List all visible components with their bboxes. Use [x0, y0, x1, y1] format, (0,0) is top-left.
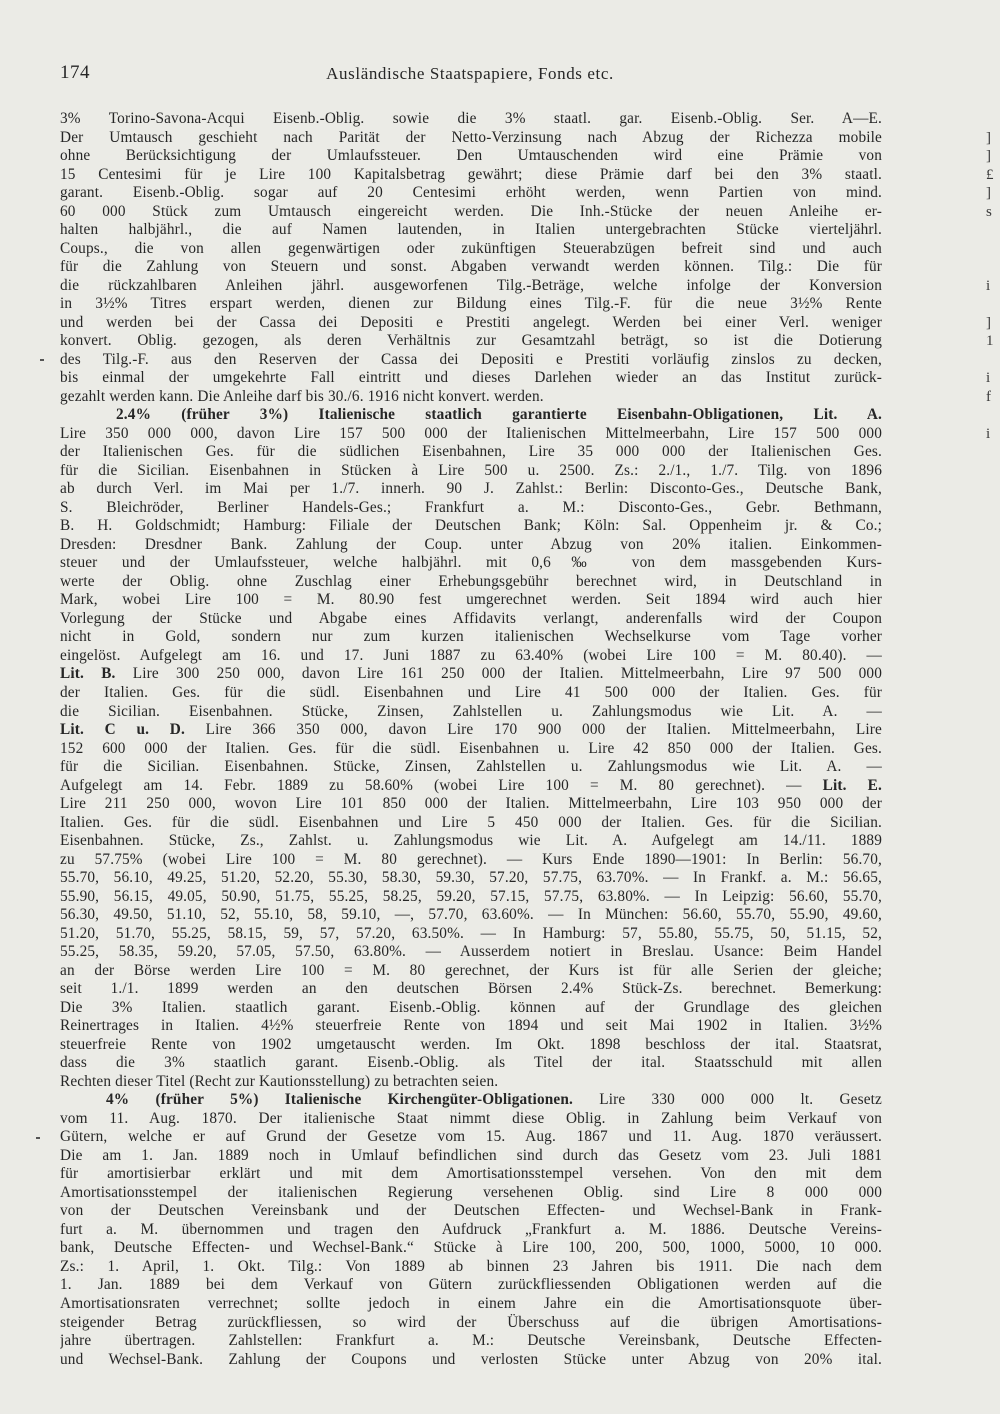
text-line: 55.25, 58.35, 59.20, 57.05, 57.50, 63.80%. — Ausserdem notiert in Breslau. Usance: Beim Handel — [60, 943, 882, 961]
margin-glyph — [986, 295, 1000, 314]
bold-heading: Lit. C u. D. — [60, 721, 185, 739]
text-line: Lire 211 250 000, wovon Lire 101 850 000 der Italien. Mittelmeerbahn, Lire 103 950 000 der — [60, 795, 882, 813]
running-title: Ausländische Staatspapiere, Fonds etc. — [326, 64, 614, 83]
text-line: 1. Jan. 1889 bei dem Verkauf von Gütern zurückfliessenden Obligationen werden auf die — [60, 1276, 882, 1294]
text-line: vom 11. Aug. 1870. Der italienische Staat nimmt diese Oblig. in Zahlung beim Verkauf von — [60, 1109, 882, 1127]
text-line: bank, Deutsche Effecten- und Wechsel-Bank.“ Stücke à Lire 100, 200, 500, 1000, 5000, 10 000. — [60, 1239, 882, 1257]
bold-heading: 2.4% (früher 3%) Italienische staatlich garantierte Eisenbahn-Obligationen, Lit. A. — [116, 406, 882, 424]
text-line: 60 000 Stück zum Umtausch eingereicht werden. Die Inh.-Stücke der neuen Anleihe er- — [60, 202, 882, 220]
page-header — [60, 62, 880, 88]
text-line — [60, 406, 882, 425]
text-line — [60, 777, 882, 796]
text-line: der Italienischen Ges. für die südlichen Eisenbahnen, Lire 35 000 000 der Italienischen Ges. — [60, 443, 882, 461]
margin-glyph — [986, 258, 1000, 277]
text-line: steigender Betrag zurückfliessen, so wird der Überschuss auf die übrigen Amortisations- — [60, 1313, 882, 1331]
text-line: Amortisationsraten verrechnet; sollte jedoch in einem Jahre ein die Amortisationsquote über- — [60, 1295, 882, 1312]
margin-glyph: ] — [986, 148, 991, 165]
text-line: dass die 3% staatlich garant. Eisenb.-Oblig. als Titel der ital. Staatsschuld mit allen — [60, 1054, 882, 1072]
text-line: und werden bei der Cassa dei Depositi e Prestiti angelegt. Werden bei einer Verl. weniger — [60, 313, 882, 331]
margin-dash-mark — [40, 359, 44, 361]
text-line: steuer und der Umlaufssteuer, welche halbjährl. mit 0,6‰ von dem massgebenden Kurs- — [60, 554, 882, 572]
text-line: halten halbjährl., die auf Namen lautenden, in Italien untergebrachten Stücke vierteljährl. — [60, 221, 882, 239]
text-line: für die Sicilian. Eisenbahnen. Stücke, Zinsen, Zahlstellen u. Zahlungsmodus wie Lit. A. — — [60, 758, 882, 776]
text-run: Lire 366 350 000, davon Lire 170 900 000 der Italien. Mittelmeerbahn, Lire — [184, 721, 882, 739]
text-line: Mark, wobei Lire 100 = M. 80.90 fest umgerechnet werden. Seit 1894 wird auch hier — [60, 591, 882, 609]
margin-glyph: i — [986, 425, 991, 442]
margin-glyph — [986, 110, 1000, 129]
margin-glyph — [986, 406, 1000, 425]
text-line: Zs.: 1. April, 1. Okt. Tilg.: Von 1889 ab binnen 23 Jahren bis 1911. Die nach dem — [60, 1257, 882, 1275]
text-line: Reinertrages in Italien. 4½% steuerfreie Rente von 1894 und seit Mai 1902 in Italien. 3½% — [60, 1017, 882, 1035]
text-line: Gütern, welche er auf Grund der Gesetze vom 15. Aug. 1867 und 11. Aug. 1870 veräussert. — [60, 1128, 882, 1146]
text-line: Coups., die von allen gegenwärtigen oder zukünftigen Steuerabzügen befreit sind und auch — [60, 239, 882, 257]
text-line: an der Börse werden Lire 100 = M. 80 gerechnet, der Kurs ist für alle Serien der gleiche; — [60, 961, 882, 979]
text-line: B. H. Goldschmidt; Hamburg: Filiale der Deutschen Bank; Köln: Sal. Oppenheim jr. & Co.; — [60, 517, 882, 535]
text-line: 3% Torino-Savona-Acqui Eisenb.-Oblig. sowie die 3% staatl. gar. Eisenb.-Oblig. Ser. A—E. — [60, 110, 882, 127]
text-line: garant. Eisenb.-Oblig. sogar auf 20 Centesimi erhöht werden, wenn Partien von mind. — [60, 184, 882, 202]
text-line: bis einmal der umgekehrte Fall eintritt und dieses Darlehen wieder an das Institut zurück- — [60, 369, 882, 387]
bold-heading: Lit. E. — [822, 776, 882, 794]
margin-glyph: ] — [986, 129, 991, 146]
text-line: seit 1./1. 1899 werden an den deutschen Börsen 2.4% Stück-Zs. berechnet. Bemerkung: — [60, 980, 882, 998]
text-line: Amortisationsstempel der italienischen Regierung versehenen Oblig. sind Lire 8 000 000 — [60, 1183, 882, 1201]
text-line: 55.90, 56.15, 49.05, 50.90, 51.75, 55.25, 58.25, 59.20, 57.15, 57.75, 63.80%. — In Leipzig: 56.60, 55.70, — [60, 887, 882, 905]
text-line: die rückzahlbaren Anleihen jährl. ausgeworfenen Tilg.-Beträge, welche infolge der Konversion — [60, 276, 882, 294]
text-line: S. Bleichröder, Berliner Handels-Ges.; Frankfurt a. M.: Disconto-Ges., Gebr. Bethmann, — [60, 498, 882, 516]
margin-glyph: £ — [986, 166, 994, 183]
bold-heading: 4% (früher 5%) Italienische Kirchengüter-Obligationen. — [106, 1091, 573, 1109]
text-line: 51.20, 51.70, 55.25, 58.15, 59, 57, 57.20, 63.50%. — In Hamburg: 57, 55.80, 55.75, 50, 51.15, 52, — [60, 924, 882, 942]
text-line: ab durch Verl. im Mai per 1./7. innerh. 90 J. Zahlst.: Berlin: Disconto-Ges., Deutsche Bank, — [60, 480, 882, 498]
margin-glyph: i — [986, 370, 991, 387]
text-line: für die Zahlung von Steuern und sonst. Abgaben verwandt werden können. Tilg.: Die für — [60, 258, 882, 276]
text-line: werte der Oblig. ohne Zuschlag einer Erhebungsgebühr berechnet wird, in Deutschland in — [60, 572, 882, 590]
text-line: für amortisierbar erklärt und mit dem Amortisationsstempel versehen. Von den mit dem — [60, 1165, 882, 1183]
text-line: gezahlt werden kann. Die Anleihe darf bis 30./6. 1916 nicht konvert. werden. — [60, 387, 544, 405]
text-line: eingelöst. Aufgelegt am 16. und 17. Juni 1887 zu 63.40% (wobei Lire 100 = M. 80.40). — — [60, 646, 882, 664]
margin-glyph — [986, 221, 1000, 240]
text-line: konvert. Oblig. gezogen, als deren Verhältnis zur Gesamtzahl beträgt, so ist die Dotierung — [60, 332, 882, 350]
text-line — [60, 665, 882, 684]
cropped-margin-text — [986, 110, 1000, 443]
text-line: die Sicilian. Eisenbahnen. Stücke, Zinsen, Zahlstellen u. Zahlungsmodus wie Lit. A. — — [60, 702, 882, 720]
text-line: zu 57.75% (wobei Lire 100 = M. 80 gerechnet). — Kurs Ende 1890—1901: In Berlin: 56.70, — [60, 850, 882, 868]
page-number: 174 — [60, 62, 90, 83]
margin-glyph — [986, 351, 1000, 370]
margin-glyph: ] — [986, 314, 991, 331]
body-text — [60, 110, 882, 1369]
text-line: Italien. Ges. für die südl. Eisenbahnen und Lire 5 450 000 der Italien. Ges. für die Sicilian. — [60, 813, 882, 831]
margin-glyph: ] — [986, 185, 991, 202]
margin-glyph: s — [986, 203, 992, 220]
text-line — [60, 1091, 882, 1110]
text-line: Vorlegung der Stücke und Abgabe eines Affidavits verlangt, anderenfalls wird der Coupon — [60, 609, 882, 627]
text-line: Der Umtausch geschieht nach Parität der Netto-Verzinsung nach Abzug der Richezza mobile — [60, 128, 882, 146]
text-run: Lire 300 250 000, davon Lire 161 250 000 der Italien. Mittelmeerbahn, Lire 97 500 000 — [115, 665, 882, 683]
text-line: 56.30, 49.50, 51.10, 52, 55.10, 58, 59.10, —, 57.70, 63.60%. — In München: 56.60, 55.70, 55.90, 49.60, — [60, 906, 882, 924]
text-run: Aufgelegt am 14. Febr. 1889 zu 58.60% (wobei Lire 100 = M. 80 gerechnet). — — [60, 776, 823, 794]
text-line: in 3½% Titres erspart werden, dienen zur Bildung eines Tilg.-F. für die neue 3½% Rente — [60, 295, 882, 313]
text-line: furt a. M. übernommen und tragen den Aufdruck „Frankfurt a. M. 1886. Deutsche Vereins- — [60, 1220, 882, 1238]
text-line: für die Sicilian. Eisenbahnen in Stücken à Lire 500 u. 2500. Zs.: 2./1., 1./7. Tilg. von 1896 — [60, 461, 882, 479]
margin-glyph — [986, 240, 1000, 259]
text-line: Die 3% Italien. staatlich garant. Eisenb.-Oblig. können auf der Grundlage des gleichen — [60, 998, 882, 1016]
text-line: der Italien. Ges. für die südl. Eisenbahnen und Lire 41 500 000 der Italien. Ges. für — [60, 683, 882, 701]
text-line: 15 Centesimi für je Lire 100 Kapitalsbetrag gewährt; diese Prämie darf bei den 3% staatl. — [60, 165, 882, 183]
text-line: Die am 1. Jan. 1889 noch in Umlauf befindlichen sind durch das Gesetz vom 23. Juli 1881 — [60, 1146, 882, 1164]
text-line: Dresden: Dresdner Bank. Zahlung der Coup. unter Abzug von 20% italien. Einkommen- — [60, 535, 882, 553]
text-line: und Wechsel-Bank. Zahlung der Coupons und verlosten Stücke unter Abzug von 20% ital. — [60, 1350, 882, 1368]
text-line: von der Deutschen Vereinsbank und der Deutschen Effecten- und Wechsel-Bank in Frank- — [60, 1202, 882, 1220]
text-line — [60, 721, 882, 740]
text-run: Lire 330 000 000 lt. Gesetz — [572, 1091, 882, 1109]
margin-dash-mark — [36, 1137, 40, 1139]
text-line: des Tilg.-F. aus den Reserven der Cassa dei Depositi e Prestiti vorläufig zinslos zu decken, — [60, 350, 882, 368]
text-line: nicht in Gold, sondern nur zum kurzen italienischen Wechselkurse vom Tage vorher — [60, 628, 882, 646]
text-line: steuerfreie Rente von 1902 umgetauscht werden. Im Okt. 1898 beschloss der ital. Staatsrat, — [60, 1035, 882, 1053]
text-line: ohne Berücksichtigung der Umlaufssteuer. Den Umtauschenden wird eine Prämie von — [60, 147, 882, 165]
text-line: jahre übertragen. Zahlstellen: Frankfurt a. M.: Deutsche Vereinsbank, Deutsche Effecten- — [60, 1332, 882, 1350]
text-line: 55.70, 56.10, 49.25, 51.20, 52.20, 55.30, 58.30, 59.30, 57.20, 57.75, 63.70%. — In Frankf. a. M.: 56.65, — [60, 869, 882, 887]
text-line: Rechten dieser Titel (Recht zur Kautionsstellung) zu betrachten seien. — [60, 1072, 499, 1090]
margin-glyph: i — [986, 277, 991, 294]
bold-heading: Lit. B. — [60, 665, 116, 683]
margin-glyph: 1 — [986, 333, 994, 350]
text-line: Lire 350 000 000, davon Lire 157 500 000 der Italienischen Mittelmeerbahn, Lire 157 500 000 — [60, 424, 882, 442]
text-line: Eisenbahnen. Stücke, Zs., Zahlst. u. Zahlungsmodus wie Lit. A. Aufgelegt am 14./11. 1889 — [60, 832, 882, 850]
margin-glyph: f — [986, 388, 991, 405]
text-line: 152 600 000 der Italien. Ges. für die südl. Eisenbahnen u. Lire 42 850 000 der Italien. Ges. — [60, 739, 882, 757]
